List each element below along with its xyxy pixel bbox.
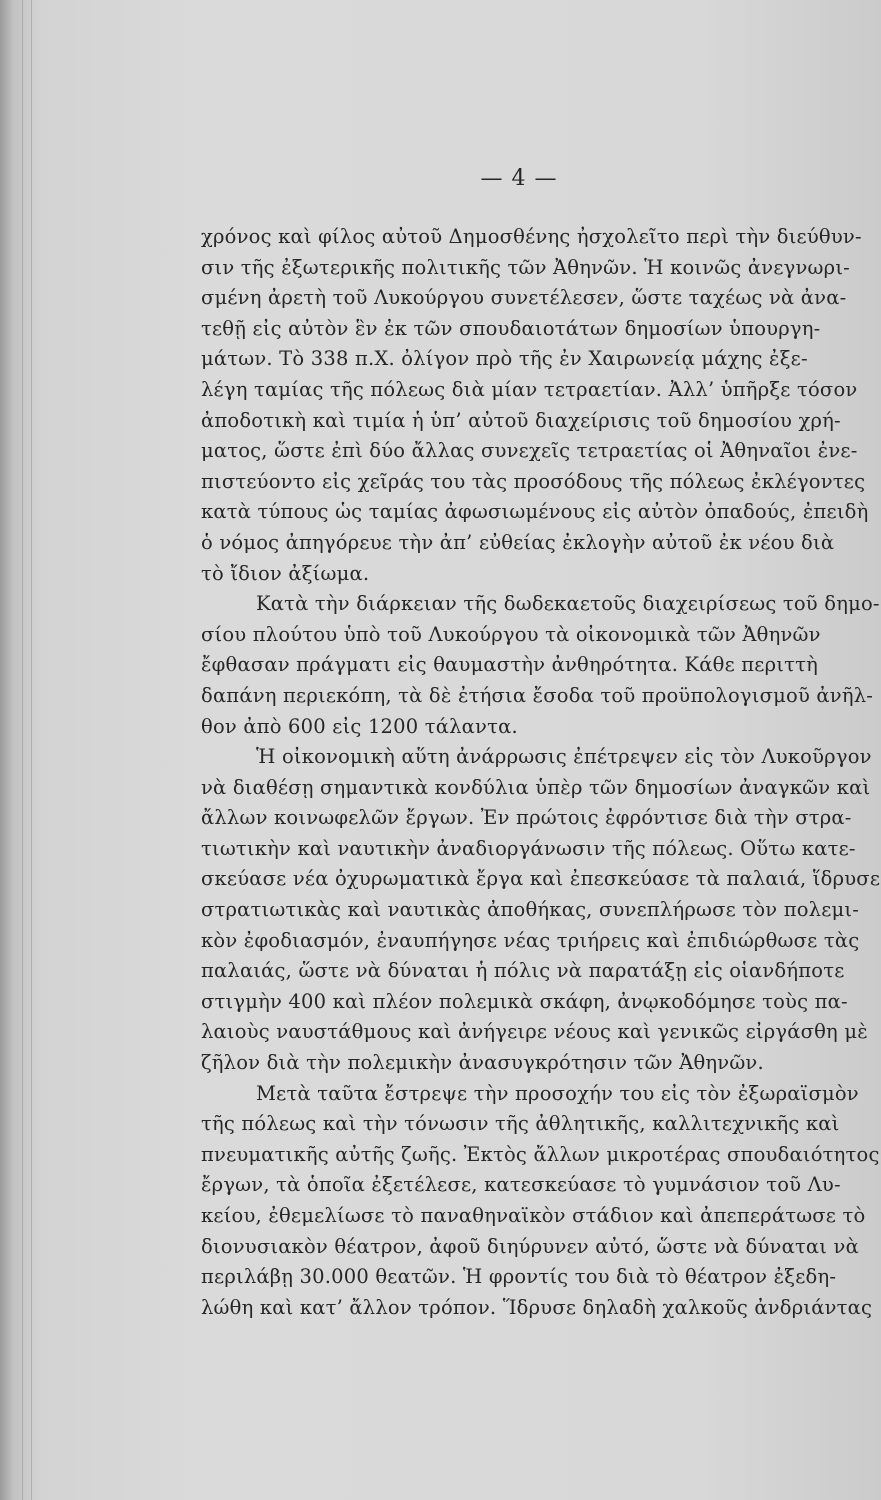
text-line: μάτων. Τὸ 338 π.Χ. ὀλίγον πρὸ τῆς ἐν Χαιρωνείᾳ μάχης ἐξε- xyxy=(201,347,808,371)
text-line: τὸ ἴδιον ἀξίωμα. xyxy=(201,561,370,585)
text-line: σίου πλούτου ὑπὸ τοῦ Λυκούργου τὰ οἰκονομικὰ τῶν Ἀθηνῶν xyxy=(201,622,821,646)
text-line: πιστεύοντο εἰς χεῖράς του τὰς προσόδους τῆς πόλεως ἐκλέγοντες xyxy=(201,469,866,493)
text-line: λέγη ταμίας τῆς πόλεως διὰ μίαν τετραετίαν. Ἀλλ’ ὑπῆρξε τόσον xyxy=(201,377,858,401)
text-line: τεθῇ εἰς αὐτὸν ἓν ἐκ τῶν σπουδαιοτάτων δημοσίων ὑπουργη- xyxy=(201,316,821,340)
text-line: σκεύασε νέα ὀχυρωματικὰ ἔργα καὶ ἐπεσκεύασε τὰ παλαιά, ἵδρυσε xyxy=(201,867,881,891)
text-line: παλαιάς, ὥστε νὰ δύναται ἡ πόλις νὰ παρατάξῃ εἰς οἱανδήποτε xyxy=(201,959,845,983)
text-line: περιλάβῃ 30.000 θεατῶν. Ἡ φροντίς του διὰ τὸ θέατρον ἐξεδη- xyxy=(201,1265,837,1289)
text-line: λώθη καὶ κατ’ ἄλλον τρόπον. Ἵδρυσε δηλαδὴ χαλκοῦς ἀνδριάντας xyxy=(201,1295,873,1319)
text-line: ματος, ὥστε ἐπὶ δύο ἄλλας συνεχεῖς τετραετίας οἱ Ἀθηναῖοι ἐνε- xyxy=(201,439,858,463)
text-line: δαπάνη περιεκόπη, τὰ δὲ ἐτήσια ἔσοδα τοῦ προϋπολογισμοῦ ἀνῆλ- xyxy=(201,683,874,707)
text-line: σμένη ἀρετὴ τοῦ Λυκούργου συνετέλεσεν, ὥστε ταχέως νὰ ἀνα- xyxy=(201,286,847,310)
text-line: τῆς πόλεως καὶ τὴν τόνωσιν τῆς ἀθλητικῆς, καλλιτεχνικῆς καὶ xyxy=(201,1112,840,1136)
text-line: κὸν ἐφοδιασμόν, ἐναυπήγησε νέας τριήρεις καὶ ἐπιδιώρθωσε τὰς xyxy=(201,928,860,952)
text-line: σιν τῆς ἐξωτερικῆς πολιτικῆς τῶν Ἀθηνῶν. Ἡ κοινῶς ἀνεγνωρι- xyxy=(201,255,850,279)
text-line: Ἡ οἰκονομικὴ αὕτη ἀνάρρωσις ἐπέτρεψεν εἰς τὸν Λυκοῦργον xyxy=(256,745,872,769)
body-text xyxy=(201,222,881,1323)
text-line: τιωτικὴν καὶ ναυτικὴν ἀναδιοργάνωσιν τῆς πόλεως. Οὕτω κατε- xyxy=(201,836,856,860)
text-line: ὁ νόμος ἀπηγόρευε τὴν ἀπ’ εὐθείας ἐκλογὴν αὐτοῦ ἐκ νέου διὰ xyxy=(201,530,835,554)
text-line: ἔφθασαν πράγματι εἰς θαυμαστὴν ἀνθηρότητα. Κάθε περιττὴ xyxy=(201,653,818,677)
page-edge-line xyxy=(31,0,32,1500)
text-line: χρόνος καὶ φίλος αὐτοῦ Δημοσθένης ἠσχολεῖτο περὶ τὴν διεύθυν- xyxy=(201,225,862,248)
text-line: στρατιωτικὰς καὶ ναυτικὰς ἀποθήκας, συνεπλήρωσε τὸν πολεμι- xyxy=(201,898,860,922)
text-line: στιγμὴν 400 καὶ πλέον πολεμικὰ σκάφη, ἀνῳκοδόμησε τοὺς πα- xyxy=(201,989,848,1013)
text-line: ἔργων, τὰ ὁποῖα ἐξετέλεσε, κατεσκεύασε τὸ γυμνάσιον τοῦ Λυ- xyxy=(201,1173,841,1197)
page-number: — 4 — xyxy=(480,166,558,191)
text-line: νὰ διαθέσῃ σημαντικὰ κονδύλια ὑπὲρ τῶν δημοσίων ἀναγκῶν καὶ xyxy=(201,775,871,799)
text-line: ἄλλων κοινωφελῶν ἔργων. Ἐν πρώτοις ἐφρόντισε διὰ τὴν στρα- xyxy=(201,806,852,830)
text-line: κείου, ἐθεμελίωσε τὸ παναθηναϊκὸν στάδιον καὶ ἀπεπεράτωσε τὸ xyxy=(201,1204,866,1227)
text-line: θον ἀπὸ 600 εἰς 1200 τάλαντα. xyxy=(201,714,518,738)
text-line: κατὰ τύπους ὡς ταμίας ἀφωσιωμένους εἰς αὐτὸν ὀπαδούς, ἐπειδὴ xyxy=(201,500,869,524)
page-left-edge xyxy=(0,0,14,1500)
text-line: ἀποδοτικὴ καὶ τιμία ἡ ὑπ’ αὐτοῦ διαχείρισις τοῦ δημοσίου χρή- xyxy=(201,408,841,432)
text-line: ζῆλον διὰ τὴν πολεμικὴν ἀνασυγκρότησιν τῶν Ἀθηνῶν. xyxy=(201,1051,764,1075)
text-line: Μετὰ ταῦτα ἔστρεψε τὴν προσοχήν του εἰς τὸν ἐξωραϊσμὸν xyxy=(256,1081,859,1105)
text-line: διονυσιακὸν θέατρον, ἀφοῦ διηύρυνεν αὐτό, ὥστε νὰ δύναται νὰ xyxy=(201,1234,859,1258)
text-line: Κατὰ τὴν διάρκειαν τῆς δωδεκαετοῦς διαχειρίσεως τοῦ δημο- xyxy=(256,592,880,616)
text-line: λαιοὺς ναυστάθμους καὶ ἀνήγειρε νέους καὶ γενικῶς εἰργάσθη μὲ xyxy=(201,1020,868,1044)
page-edge-line xyxy=(22,0,23,1500)
text-line: πνευματικῆς αὐτῆς ζωῆς. Ἐκτὸς ἄλλων μικροτέρας σπουδαιότητος xyxy=(201,1142,880,1166)
